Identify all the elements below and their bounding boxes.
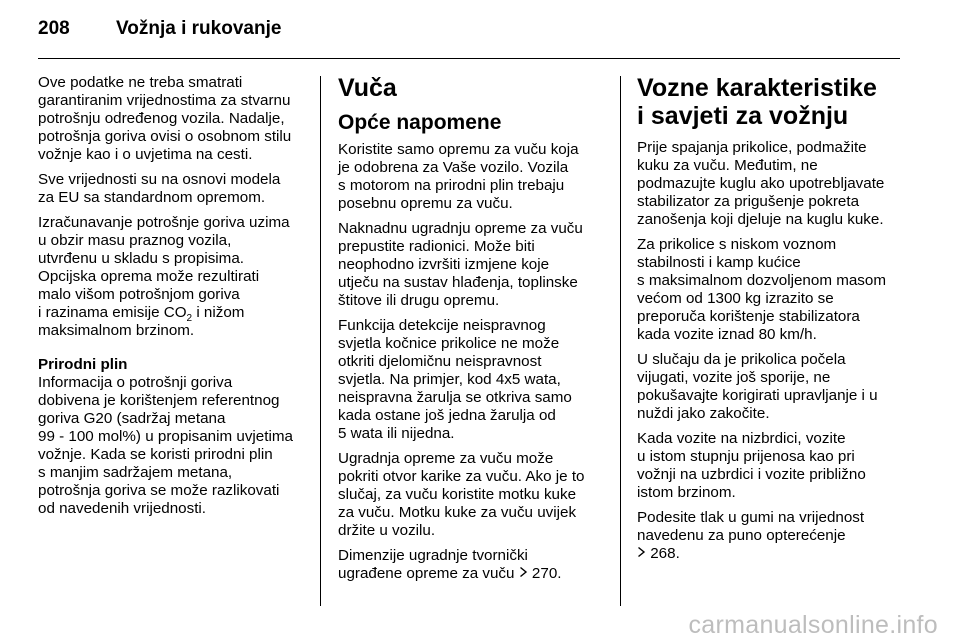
subheading-natural-gas: Prirodni plin (38, 356, 128, 373)
column-divider-2 (620, 76, 621, 606)
paragraph: Sve vrijednosti su na osnovi modela za EU sa standardnom opremom. (38, 171, 281, 206)
section-heading-towing: Vuča (338, 74, 397, 102)
page-ref-link[interactable]: 270. (531, 565, 562, 582)
column-divider-1 (320, 76, 321, 606)
paragraph: Naknadnu ugradnju opreme za vuču prepustite radionici. Može biti neophodno izvršiti izmjene koje utječu na sustav hlađenja, toplinske štitove ili drugu opremu. (338, 220, 583, 309)
paragraph: Prije spajanja prikolice, podmažite kuku za vuču. Međutim, ne podmazujte kuglu ako upotrebljavate stabilizator za prigušenje pokreta zanošenja koji djeluje na kuglu kuke. (637, 139, 885, 228)
header-rule (38, 58, 900, 59)
page-title: Vožnja i rukovanje (116, 18, 282, 39)
paragraph-co2: Izračunavanje potrošnje goriva uzima u obzir masu praznog vozila, utvrđenu u skladu s propisima. Opcijska oprema može rezultirati malo višom potrošnjom goriva i razinama emisije $CO_2$ i nižom maksimalnom brzinom. (38, 214, 290, 339)
column-1 (38, 74, 306, 525)
paragraph: Kada vozite na nizbrdici, vozite u istom stupnju prijenosa kao pri vožnji na uzbrdici i vozite približno istom brzinom. (637, 430, 866, 501)
page-ref-link[interactable]: 268. (650, 545, 680, 562)
paragraph: Funkcija detekcije neispravnog svjetla kočnice prikolice ne može otkriti djelomičnu neispravnost svjetla. Na primjer, kod 4x5 wata, neispravna žarulja se otkriva samo kada ostane još jedna žarulja od 5 wata ili nijedna. (338, 317, 572, 442)
paragraph: Ugradnja opreme za vuču može pokriti otvor karike za vuču. Ako je to slučaj, za vuču koristite motku kuke za vuču. Motku kuke za vuču uvijek držite u vozilu. (338, 450, 585, 539)
watermark: carmanualsonline.info (688, 611, 938, 639)
page-ref-arrow-icon (637, 546, 646, 558)
paragraph: Koristite samo opremu za vuču koja je odobrena za Vaše vozilo. Vozila s motorom na prirodni plin trebaju posebnu opremu za vuču. (338, 141, 579, 212)
column-2 (338, 74, 608, 590)
paragraph-with-ref: Dimenzije ugradnje tvornički ugrađene opreme za vuču 270. (338, 547, 562, 582)
paragraph: Informacija o potrošnji goriva dobivena je korištenjem referentnog goriva G20 (sadržaj metana 99 - 100 mol%) u propisanim uvjetima vožnje. Kada se koristi prirodni plin s manjim sadržajem metana, potrošnja goriva se može razlikovati od navedenih vrijednosti. (38, 374, 293, 517)
paragraph: Za prikolice s niskom voznom stabilnosti i kamp kućice s maksimalnom dozvoljenom masom većom od 1300 kg izrazito se preporuča korištenje stabilizatora kada vozite iznad 80 km/h. (637, 236, 886, 343)
section-heading-driving-tips: Vozne karakteristike i savjeti za vožnju (637, 74, 877, 130)
paragraph: U slučaju da je prikolica počela vijugati, vozite još sporije, ne pokušavajte korigirati upravljanje i u nuždi jako zakočite. (637, 351, 878, 422)
column-3 (637, 74, 903, 570)
subheading-general: Opće napomene (338, 111, 502, 134)
page-header (38, 14, 908, 48)
paragraph: Ove podatke ne treba smatrati garantiranim vrijednostima za stvarnu potrošnju određenog vozila. Nadalje, potrošnja goriva ovisi o osobnom stilu vožnje kao i o uvjetima na cesti. (38, 74, 292, 163)
page-ref-arrow-icon (519, 566, 528, 578)
subscript-2: 2 (186, 313, 193, 325)
page-number: 208 (38, 18, 70, 39)
paragraph-with-ref: Podesite tlak u gumi na vrijednost navedenu za puno opterećenje 268. (637, 509, 865, 562)
